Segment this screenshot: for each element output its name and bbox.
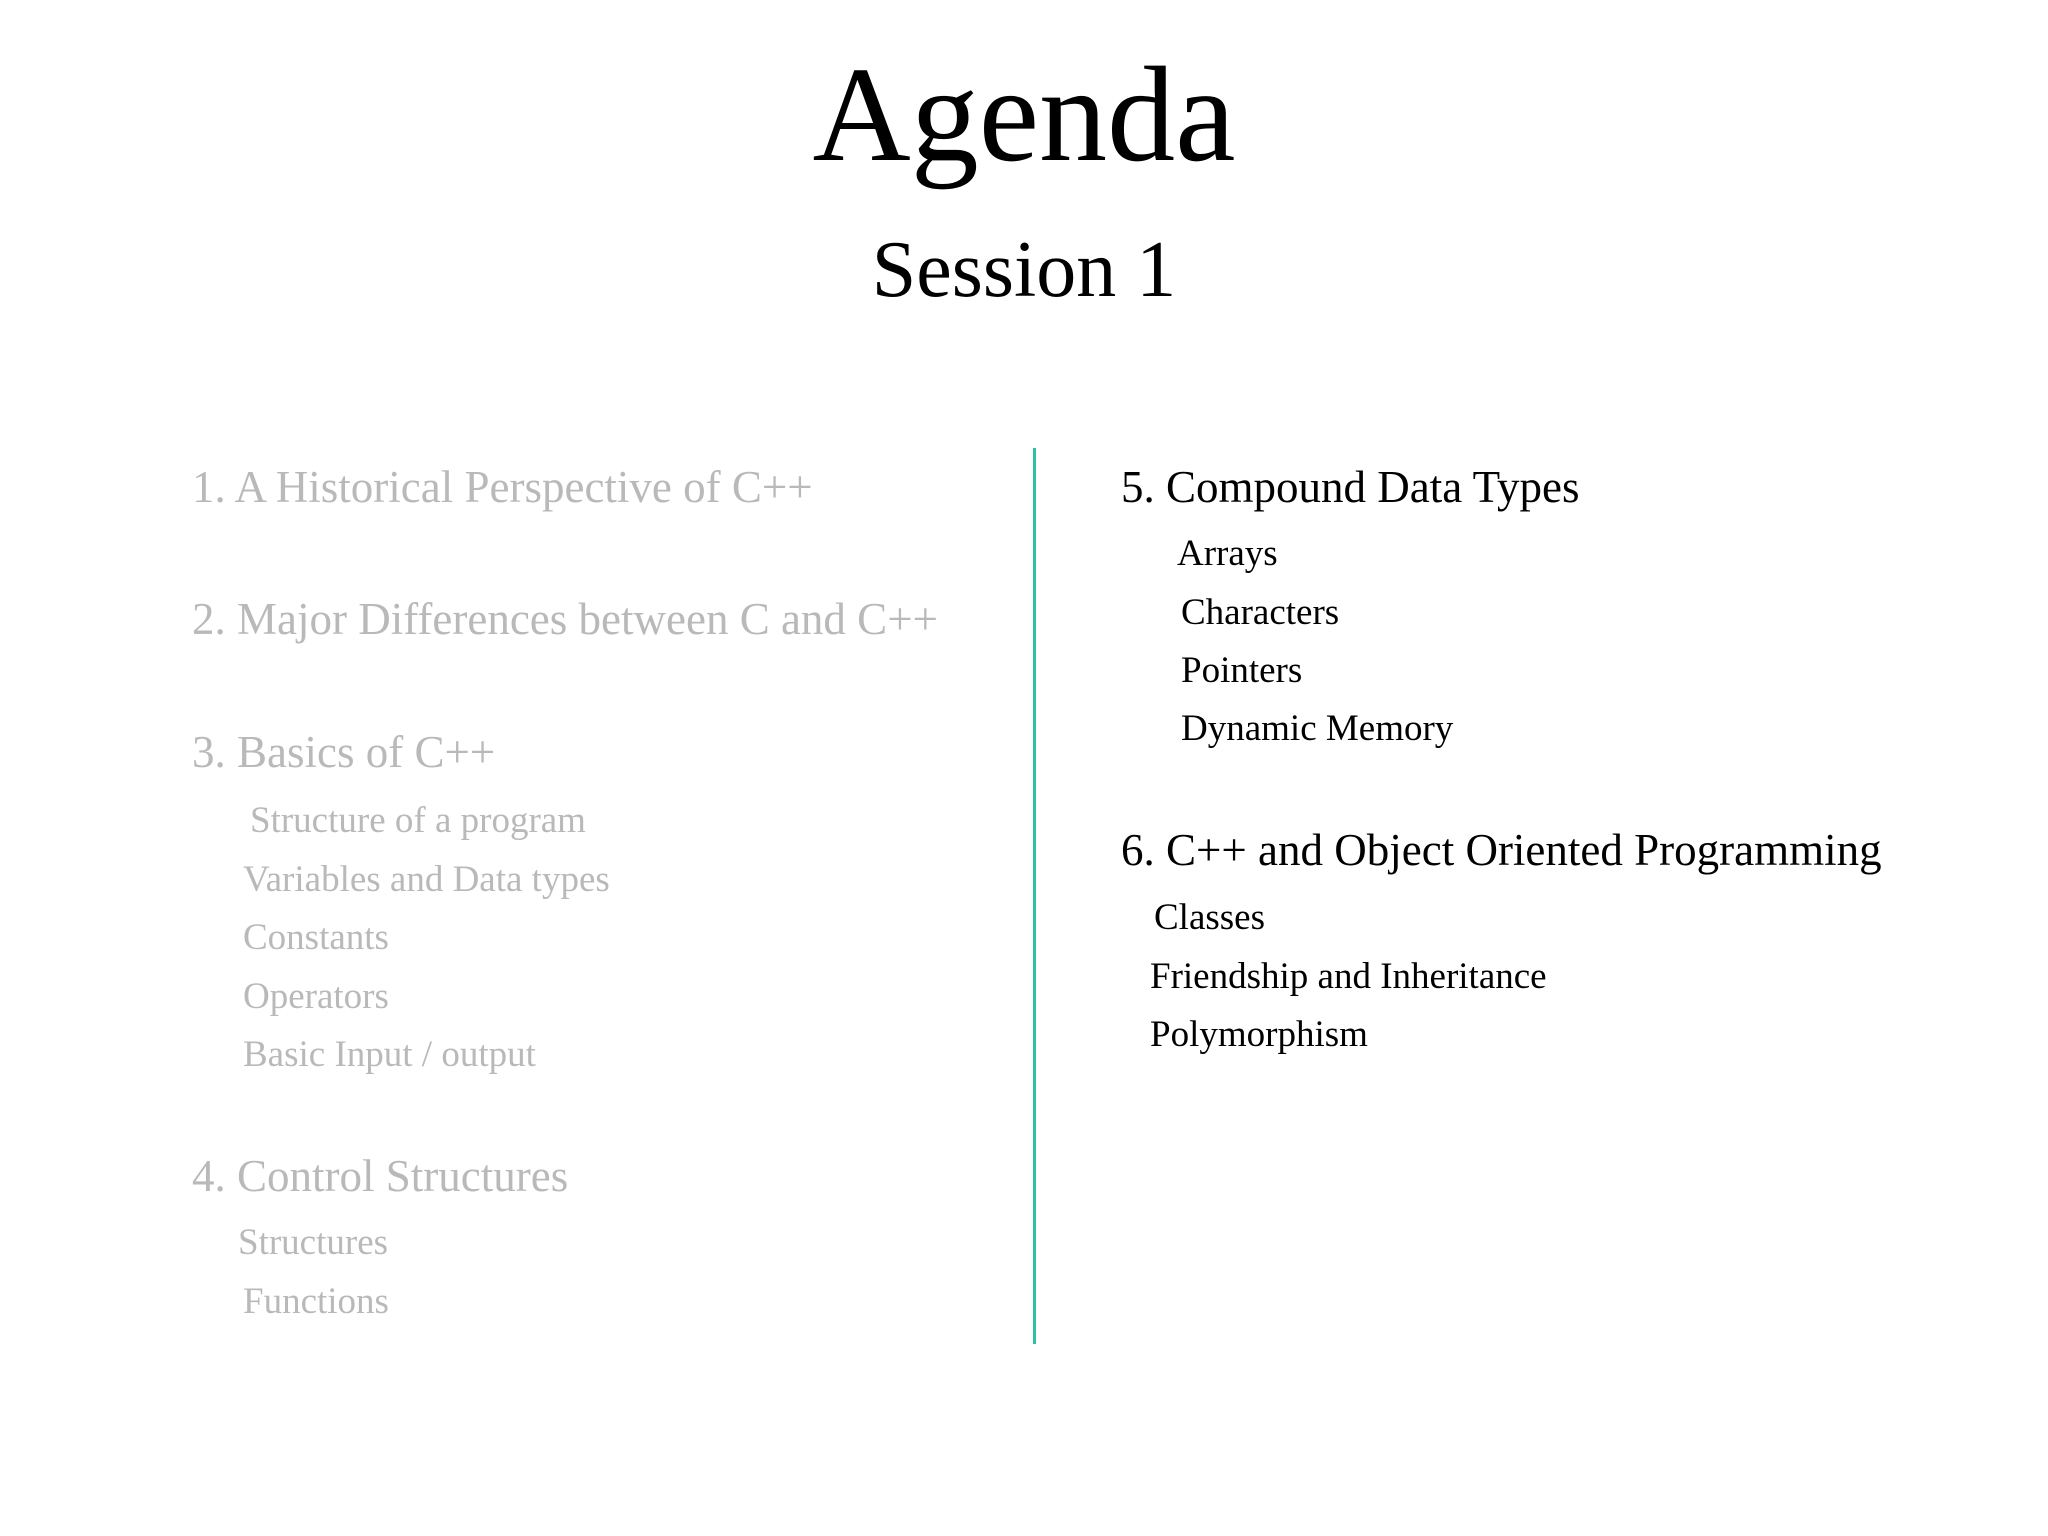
- section-3-item: Operators: [243, 976, 389, 1017]
- section-3-item: Basic Input / output: [243, 1034, 536, 1075]
- column-divider: [1033, 448, 1036, 1344]
- section-5-item: Pointers: [1181, 650, 1303, 691]
- slide-subtitle: Session 1: [871, 226, 1177, 314]
- section-4-item: Functions: [243, 1281, 389, 1322]
- section-5-item: Arrays: [1177, 533, 1278, 574]
- section-3-item: Variables and Data types: [243, 859, 610, 900]
- section-1-heading: 1. A Historical Perspective of C++: [192, 462, 813, 512]
- section-6-item: Friendship and Inheritance: [1150, 956, 1547, 997]
- section-5-heading: 5. Compound Data Types: [1121, 462, 1580, 512]
- section-2-heading: 2. Major Differences between C and C++: [192, 594, 938, 644]
- section-6-heading: 6. C++ and Object Oriented Programming: [1121, 825, 1882, 875]
- slide-title: Agenda: [812, 40, 1236, 190]
- section-5-item: Dynamic Memory: [1181, 708, 1454, 749]
- section-3-item: Structure of a program: [250, 800, 586, 841]
- section-6-item: Classes: [1154, 897, 1265, 938]
- section-4-heading: 4. Control Structures: [192, 1151, 569, 1201]
- section-5-item: Characters: [1181, 592, 1340, 633]
- section-4-item: Structures: [238, 1222, 389, 1263]
- section-3-item: Constants: [243, 917, 389, 958]
- section-6-item: Polymorphism: [1150, 1014, 1368, 1055]
- section-3-heading: 3. Basics of C++: [192, 727, 496, 777]
